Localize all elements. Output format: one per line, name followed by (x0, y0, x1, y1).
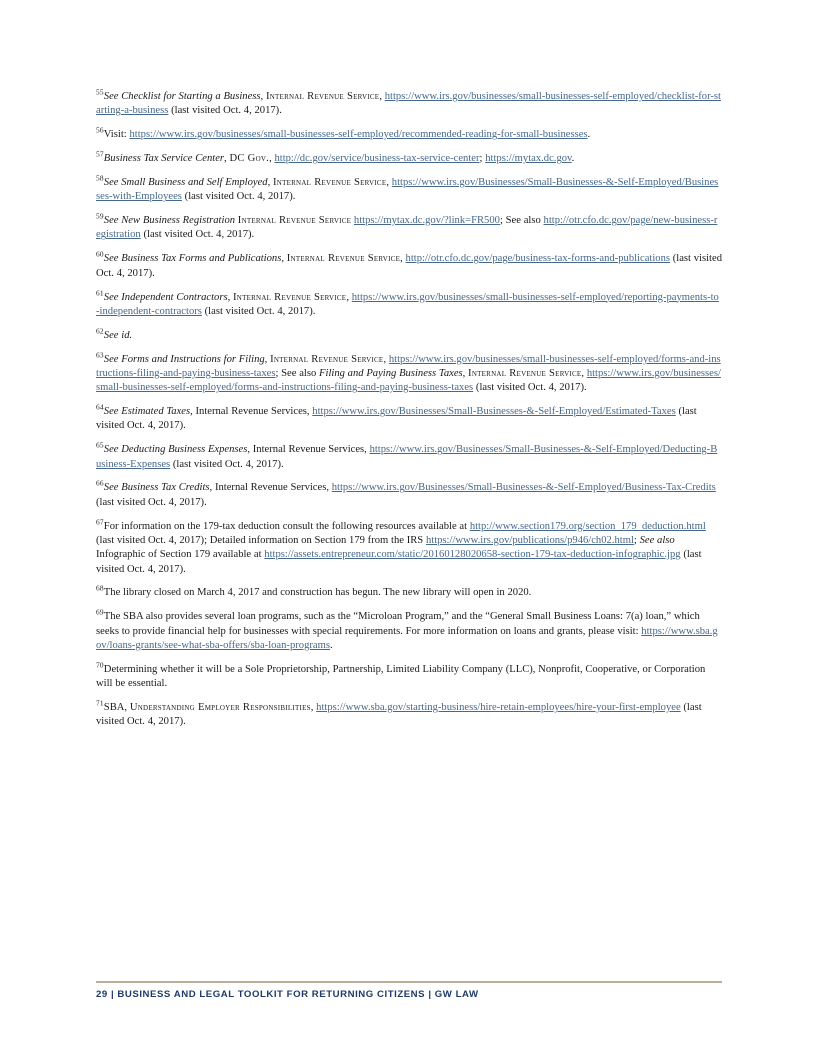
footnote-text: The SBA also provides several loan programs, such as the “Microloan Program,” and the “General Small Business Loans: 7(a) loan,” which seeks to provide financial help for businesses with special requirements. For more information on loans and grants, please visit: (96, 611, 700, 637)
footnote (96, 149, 722, 166)
footnote-link[interactable]: http://otr.cfo.dc.gov/page/new-business-registration (96, 215, 718, 241)
footnote-text: , (386, 176, 392, 188)
footnote-text: (last visited Oct. 4, 2017). (201, 305, 316, 317)
footnote-italic-text: See Forms and Instructions for Filing (103, 353, 265, 365)
footnote-italic-text: See also (639, 534, 675, 546)
footnote-text: , Internal Revenue Services, (209, 482, 332, 494)
footnote-link[interactable]: http://www.section179.org/section_179_deduction.html (469, 520, 706, 532)
footnote-text: ; See also (499, 215, 544, 227)
footnote-italic-text: See Business Tax Credits (103, 482, 210, 494)
footnote (96, 478, 722, 510)
footnote-number: 69 (96, 607, 104, 617)
footnote-link[interactable]: https://www.irs.gov/Businesses/Small-Businesses-&-Self-Employed/Deducting-Business-Expenses (96, 444, 718, 470)
footnote-text: , (383, 353, 389, 365)
footnote-text: Infographic of Section 179 available at (96, 549, 265, 561)
footnote-link[interactable]: https://www.irs.gov/Businesses/Small-Businesses-&-Self-Employed/Estimated-Taxes (312, 406, 676, 418)
footnote-link[interactable]: https://www.irs.gov/publications/p946/ch02.html (425, 534, 634, 546)
footnote-smallcaps-text: Internal Revenue Service (270, 353, 384, 365)
footnote-number: 57 (96, 149, 104, 159)
footnote-text: . (587, 129, 591, 141)
footnote-text: , (281, 253, 287, 265)
footnote-text: ; (479, 153, 486, 165)
footnote-text: , Internal Revenue Services, (247, 444, 370, 456)
footer-divider (96, 981, 722, 983)
footnote-smallcaps-text: Internal Revenue Service (286, 253, 401, 265)
footnote-smallcaps-text: Internal Revenue Service (273, 176, 387, 188)
footnote-number: 64 (96, 402, 104, 412)
footnote-text: , (269, 153, 275, 165)
footnote (96, 517, 722, 577)
footnote (96, 350, 722, 396)
footnote-text: , (346, 291, 352, 303)
footnote-smallcaps-text: Internal Revenue Service (468, 367, 582, 379)
footnote-text: , (224, 153, 230, 165)
footnote-number: 59 (96, 211, 104, 221)
footnote-link[interactable]: http://otr.cfo.dc.gov/page/business-tax-forms-and-publications (405, 253, 671, 265)
footnote-text: . (329, 639, 333, 651)
footnote-text: (last visited Oct. 4, 2017). (96, 253, 722, 279)
footnote-text: For information on the 179-tax deduction consult the following resources available at (103, 520, 470, 532)
footnote-number: 66 (96, 478, 104, 488)
footnote-text: , (227, 291, 233, 303)
footnote-italic-text: Business Tax Service Center (103, 153, 225, 165)
footnote-number: 58 (96, 173, 104, 183)
footnote (96, 583, 722, 600)
footnote-text: . (571, 153, 575, 165)
footnote-text: (last visited Oct. 4, 2017). (96, 406, 697, 432)
footnote-text: (last visited Oct. 4, 2017). (96, 549, 702, 575)
footnote-text: ; (633, 534, 640, 546)
footnote-italic-text: See Business Tax Forms and Publications (103, 253, 282, 265)
footnote-italic-text: See New Business Registration (103, 215, 236, 227)
footnote-link[interactable]: https://mytax.dc.gov (485, 153, 572, 165)
footnote-text: , (379, 91, 385, 102)
footnote (96, 211, 722, 243)
footnote (96, 660, 722, 692)
footnote-link[interactable]: https://mytax.dc.gov/?link=FR500 (353, 215, 500, 227)
footnote-number: 65 (96, 440, 104, 450)
footnote (96, 173, 722, 205)
footnote-text: (last visited Oct. 4, 2017). (170, 458, 284, 470)
footnote-number: 63 (96, 350, 104, 360)
footnote-link[interactable]: http://dc.gov/service/business-tax-service-center (274, 153, 480, 165)
footnote-link[interactable]: https://www.irs.gov/Businesses/Small-Businesses-&-Self-Employed/Businesses-with-Employees (96, 176, 719, 203)
footnote-text: , (581, 367, 587, 379)
footnote-text: , (400, 253, 406, 265)
footnote-link[interactable]: https://www.irs.gov/businesses/small-businesses-self-employed/checklist-for-starting-a-business (96, 91, 722, 117)
footnote-italic-text: Filing and Paying Business Taxes (319, 367, 463, 379)
footnote-text: , (310, 702, 317, 713)
footnote-smallcaps-text: DC Gov. (229, 153, 270, 165)
footnote-link[interactable]: https://www.irs.gov/businesses/small-businesses-self-employed/forms-and-instructions-filing-and-paying-business-taxes (96, 353, 721, 379)
footnote-link[interactable]: https://www.irs.gov/businesses/small-businesses-self-employed/recommended-reading-for-small-businesses (129, 129, 588, 141)
footnote (96, 607, 722, 653)
footnote-smallcaps-text: Internal Revenue Service (232, 291, 347, 303)
footnote-text: Determining whether it will be a Sole Proprietorship, Partnership, Limited Liability Company (LLC), Nonprofit, Cooperative, or Corporation will be essential. (96, 663, 706, 690)
footnote-text: SBA, (103, 702, 130, 713)
footnote-link[interactable]: https://assets.entrepreneur.com/static/20160128020658-section-179-tax-deduction-infographic.jpg (264, 549, 681, 561)
footnote-italic-text: See Checklist for Starting a Business, (103, 91, 264, 102)
footnote-text: , (462, 367, 469, 379)
footnote-number: 60 (96, 249, 104, 259)
footnote-link[interactable]: https://www.sba.gov/starting-business/hire-retain-employees/hire-your-first-employee (316, 702, 681, 713)
footnote-italic-text: See Small Business and Self Employed (103, 176, 268, 188)
footnote-text: The library closed on March 4, 2017 and construction has begun. The new library will open in 2020. (103, 587, 532, 599)
footnote-text: (last visited Oct. 4, 2017). (140, 229, 255, 241)
footnote-link[interactable]: https://www.irs.gov/Businesses/Small-Businesses-&-Self-Employed/Business-Tax-Credits (331, 482, 716, 494)
footnote-number: 55 (96, 87, 104, 97)
footnote-text: (last visited Oct. 4, 2017). (168, 105, 282, 117)
footnote-italic-text: See id. (103, 329, 133, 341)
footnote-italic-text: See Independent Contractors (103, 291, 228, 303)
footnote (96, 249, 722, 281)
footnote-number: 68 (96, 583, 104, 593)
footnote (96, 125, 722, 142)
footnote (96, 326, 722, 343)
footnote-text: (last visited Oct. 4, 2017); Detailed information on Section 179 from the IRS (96, 534, 426, 546)
footnote-smallcaps-text: Understanding Employer Responsibilities (129, 702, 311, 713)
footnote-italic-text: See Deducting Business Expenses (103, 444, 248, 456)
footnote-italic-text: See Estimated Taxes (103, 406, 191, 418)
footnote-text: Visit: (103, 129, 130, 141)
footnote-text: (last visited Oct. 4, 2017). (181, 191, 296, 203)
footnote-number: 56 (96, 125, 104, 135)
footnote-number: 71 (96, 698, 104, 708)
footnote-link[interactable]: https://www.irs.gov/businesses/small-businesses-self-employed/reporting-payments-to-independent-contractors (96, 291, 719, 317)
footnote-text: (last visited Oct. 4, 2017). (96, 496, 207, 508)
footnote-text: , Internal Revenue Services, (190, 406, 313, 418)
footnote (96, 440, 722, 472)
footnote (96, 288, 722, 320)
footnote-text: (last visited Oct. 4, 2017). (473, 382, 587, 394)
footnote (96, 87, 722, 119)
footnote-text: ; See also (275, 367, 320, 379)
footnote (96, 402, 722, 434)
footnote-link[interactable]: https://www.irs.gov/businesses/small-businesses-self-employed/forms-and-instructions-filing-and-paying-business-taxes (96, 367, 721, 394)
footnote-number: 70 (96, 660, 104, 670)
footnote-text: (last visited Oct. 4, 2017). (96, 702, 702, 728)
footnote (96, 698, 722, 730)
footnote-text: , (264, 353, 271, 365)
footnote-number: 67 (96, 517, 104, 527)
footnote-text: , (267, 176, 273, 188)
footnote-smallcaps-text: Internal Revenue Service (265, 91, 380, 102)
footnote-smallcaps-text: Internal Revenue Service (237, 215, 352, 227)
footnote-number: 62 (96, 326, 104, 336)
footnotes-section (96, 87, 722, 730)
page-footer: 29 | BUSINESS AND LEGAL TOOLKIT FOR RETURNING CITIZENS | GW LAW (96, 989, 479, 1000)
footnote-link[interactable]: https://www.sba.gov/loans-grants/see-what-sba-offers/sba-loan-programs (96, 625, 718, 651)
footnote-number: 61 (96, 288, 104, 297)
